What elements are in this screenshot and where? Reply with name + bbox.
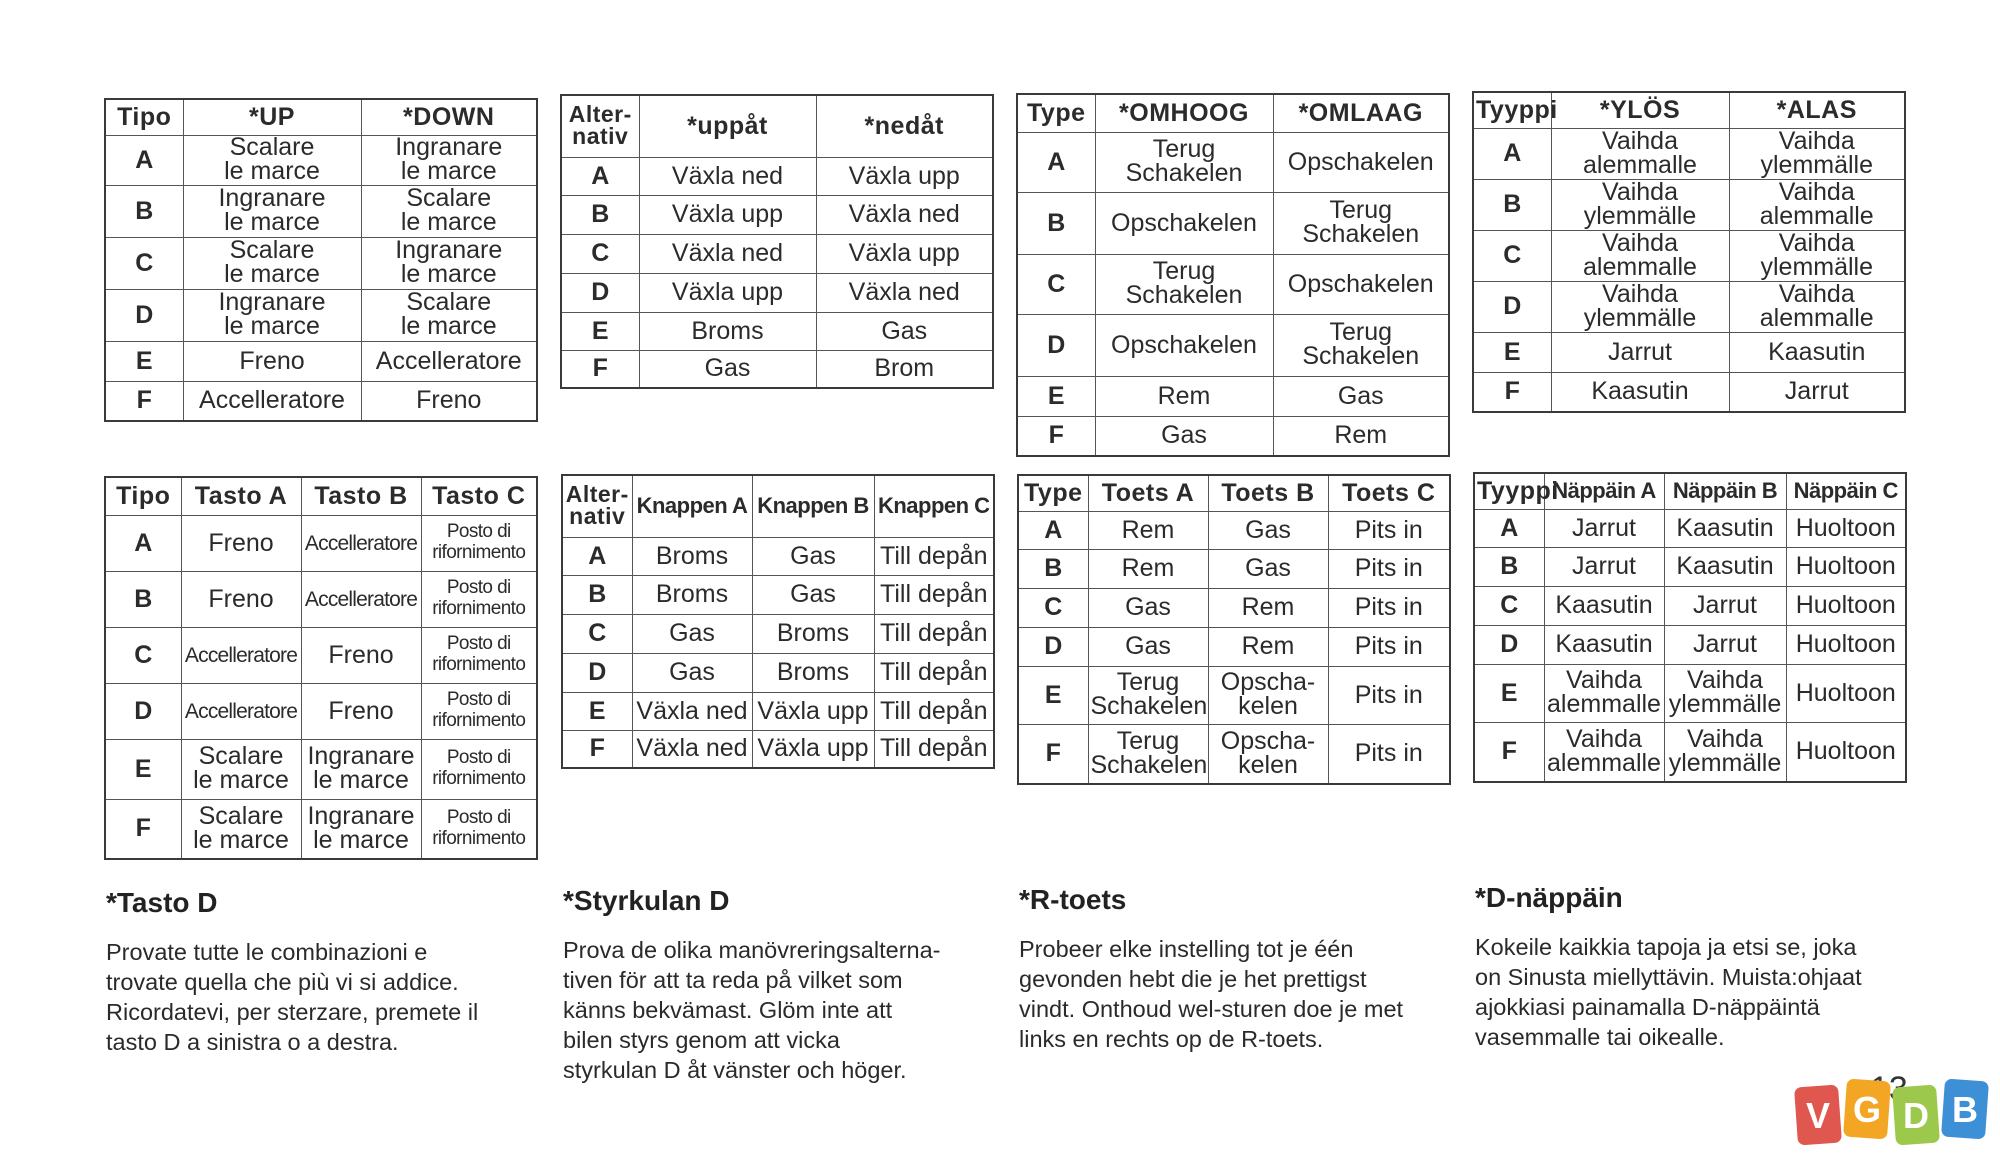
column-header: Tipo (105, 99, 183, 135)
table-row (1473, 179, 1905, 230)
table-cell: Växla ned (639, 234, 816, 273)
table-row (562, 730, 994, 768)
row-key: D (561, 273, 639, 312)
column-header: Alter- nativ (562, 475, 632, 537)
table-cell: Scalare le marce (183, 237, 361, 289)
table-cell: Scalare le marce (181, 799, 301, 859)
logo-letter: V (1805, 1095, 1831, 1136)
table-row (1474, 664, 1906, 722)
table-cell: Ingranare le marce (183, 289, 361, 341)
table-row (562, 692, 994, 730)
table-header-row (1017, 94, 1449, 132)
table-cell: Pits in (1328, 588, 1450, 627)
table-cell: Opschakelen (1273, 254, 1449, 314)
column-header: *nedåt (816, 95, 993, 157)
row-key: E (105, 341, 183, 381)
table-cell: Gas (1088, 627, 1208, 666)
row-key: B (1018, 549, 1088, 588)
table-cell: Posto di rifornimento (421, 739, 537, 799)
vgdb-logo (1792, 1078, 1992, 1148)
table-cell: Till depån (874, 575, 994, 614)
column-header: Knappen B (752, 475, 874, 537)
row-key: F (1473, 372, 1551, 412)
column-header: *UP (183, 99, 361, 135)
table-row (1017, 254, 1449, 314)
table-row (105, 627, 537, 683)
table-row (105, 185, 537, 237)
row-key: D (562, 653, 632, 692)
table-cell: Rem (1208, 627, 1328, 666)
table-cell: Vaihda ylemmälle (1729, 128, 1905, 179)
table-cell: Vaihda alemmalle (1729, 281, 1905, 332)
table-cell: Växla upp (639, 195, 816, 234)
row-key: F (1017, 416, 1095, 456)
logo-tile (1892, 1085, 1940, 1146)
table-cell: Växla ned (632, 692, 752, 730)
row-key: C (561, 234, 639, 273)
table-row (1018, 666, 1450, 724)
table-cell: Jarrut (1544, 509, 1664, 547)
logo-letter: G (1852, 1089, 1882, 1130)
table-cell: Pits in (1328, 511, 1450, 549)
section-body: Kokeile kaikkia tapoja ja etsi se, joka on Sinusta miellyttävin. Muista:ohjaat ajokkiasi painamalla D-näppäintä vasemmalle tai oikealle. (1475, 934, 1862, 1050)
column-header: Tyyppi (1473, 92, 1551, 128)
table-cell: Vaihda ylemmälle (1551, 179, 1729, 230)
table-cell: Broms (752, 614, 874, 653)
column-header: Knappen A (632, 475, 752, 537)
table-row (561, 350, 993, 388)
section-dutch (1019, 884, 1459, 1054)
table-swedish-keys (561, 474, 995, 769)
table-cell: Växla upp (639, 273, 816, 312)
table-row (1473, 230, 1905, 281)
table-cell: Ingranare le marce (301, 799, 421, 859)
table-cell: Kaasutin (1729, 332, 1905, 372)
table-cell: Ingranare le marce (361, 135, 537, 185)
table-cell: Till depån (874, 730, 994, 768)
table-cell: Accelleratore (183, 381, 361, 421)
table-cell: Posto di rifornimento (421, 515, 537, 571)
row-key: E (1017, 376, 1095, 416)
row-key: F (562, 730, 632, 768)
table-cell: Rem (1273, 416, 1449, 456)
table-row (1473, 372, 1905, 412)
table-cell: Jarrut (1664, 625, 1786, 664)
table-italian-updown (104, 98, 538, 422)
row-key: C (105, 237, 183, 289)
table-cell: Växla ned (639, 157, 816, 195)
column-header: Toets B (1208, 475, 1328, 511)
row-key: D (105, 289, 183, 341)
row-key: B (105, 185, 183, 237)
table-cell: Till depån (874, 614, 994, 653)
table-cell: Accelleratore (301, 515, 421, 571)
table-cell: Gas (1088, 588, 1208, 627)
row-key: A (105, 515, 181, 571)
table-row (562, 653, 994, 692)
table-header-row (105, 99, 537, 135)
table-row (1017, 376, 1449, 416)
table-cell: Opschakelen (1095, 192, 1273, 254)
table-dutch-keys (1017, 474, 1451, 785)
table-cell: Scalare le marce (361, 185, 537, 237)
table-cell: Jarrut (1551, 332, 1729, 372)
table-header-row (1018, 475, 1450, 511)
table-cell: Kaasutin (1664, 509, 1786, 547)
table-cell: Freno (301, 683, 421, 739)
table-row (561, 157, 993, 195)
table-row (105, 683, 537, 739)
table-cell: Opscha- kelen (1208, 724, 1328, 784)
row-key: A (562, 537, 632, 575)
row-key: A (1474, 509, 1544, 547)
table-row (1017, 132, 1449, 192)
row-key: F (1474, 722, 1544, 782)
table-cell: Terug Schakelen (1273, 314, 1449, 376)
table-row (1017, 416, 1449, 456)
row-key: B (562, 575, 632, 614)
column-header: *OMLAAG (1273, 94, 1449, 132)
table-cell: Rem (1208, 588, 1328, 627)
table-cell: Broms (632, 537, 752, 575)
row-key: D (105, 683, 181, 739)
table-cell: Posto di rifornimento (421, 683, 537, 739)
row-key: F (561, 350, 639, 388)
table-cell: Kaasutin (1664, 547, 1786, 586)
column-header: Tasto A (181, 477, 301, 515)
column-header: Näppäin A (1544, 473, 1664, 509)
table-cell: Broms (639, 312, 816, 350)
row-key: E (1473, 332, 1551, 372)
table-swedish-updown (560, 94, 994, 389)
table-row (1018, 724, 1450, 784)
table-row (561, 195, 993, 234)
column-header: Alter- nativ (561, 95, 639, 157)
table-cell: Till depån (874, 537, 994, 575)
table-cell: Kaasutin (1551, 372, 1729, 412)
table-row (1018, 588, 1450, 627)
column-header: Type (1017, 94, 1095, 132)
table-row (105, 799, 537, 859)
table-cell: Opschakelen (1273, 132, 1449, 192)
table-cell: Scalare le marce (183, 135, 361, 185)
section-title: *Styrkulan D (563, 885, 730, 916)
table-cell: Gas (639, 350, 816, 388)
table-cell: Växla upp (816, 157, 993, 195)
row-key: A (105, 135, 183, 185)
table-cell: Posto di rifornimento (421, 799, 537, 859)
table-cell: Vaihda alemmalle (1729, 179, 1905, 230)
table-finnish-updown (1472, 91, 1906, 413)
table-row (562, 614, 994, 653)
table-row (562, 575, 994, 614)
column-header: Tyyppi (1474, 473, 1544, 509)
table-row (1017, 192, 1449, 254)
table-row (1473, 332, 1905, 372)
table-cell: Gas (1208, 511, 1328, 549)
table-cell: Huoltoon (1786, 625, 1906, 664)
table-row (562, 537, 994, 575)
table-cell: Växla ned (816, 273, 993, 312)
table-cell: Brom (816, 350, 993, 388)
table-row (1017, 314, 1449, 376)
table-cell: Rem (1088, 549, 1208, 588)
column-header: Toets A (1088, 475, 1208, 511)
section-title: *R-toets (1019, 884, 1127, 915)
table-cell: Gas (632, 653, 752, 692)
table-cell: Gas (752, 575, 874, 614)
column-header: *OMHOOG (1095, 94, 1273, 132)
column-header: Tasto C (421, 477, 537, 515)
table-row (105, 289, 537, 341)
table-cell: Terug Schakelen (1273, 192, 1449, 254)
row-key: B (1474, 547, 1544, 586)
table-cell: Pits in (1328, 627, 1450, 666)
section-body: Provate tutte le combinazioni e trovate quella che più vi si addice. Ricordatevi, per sterzare, premete il tasto D a sinistra o a destra. (106, 939, 479, 1055)
table-cell: Ingranare le marce (301, 739, 421, 799)
table-cell: Gas (1095, 416, 1273, 456)
row-key: E (1018, 666, 1088, 724)
table-cell: Vaihda ylemmälle (1551, 281, 1729, 332)
table-row (1474, 509, 1906, 547)
table-row (105, 341, 537, 381)
table-cell: Växla ned (816, 195, 993, 234)
row-key: C (562, 614, 632, 653)
section-body: Probeer elke instelling tot je één gevonden hebt die je het prettigst vindt. Onthoud wel-sturen doe je met links en rechts op de R-toets. (1019, 936, 1404, 1052)
table-cell: Accelleratore (301, 571, 421, 627)
row-key: E (1474, 664, 1544, 722)
column-header: *YLÖS (1551, 92, 1729, 128)
column-header: *DOWN (361, 99, 537, 135)
table-cell: Gas (632, 614, 752, 653)
table-dutch-updown (1016, 93, 1450, 457)
column-header: Tasto B (301, 477, 421, 515)
table-cell: Vaihda alemmalle (1544, 664, 1664, 722)
table-header-row (562, 475, 994, 537)
table-cell: Freno (183, 341, 361, 381)
table-cell: Vaihda ylemmälle (1729, 230, 1905, 281)
table-header-row (105, 477, 537, 515)
table-cell: Broms (632, 575, 752, 614)
row-key: C (1473, 230, 1551, 281)
table-cell: Växla upp (752, 692, 874, 730)
table-italian-keys (104, 476, 538, 860)
table-row (1018, 627, 1450, 666)
table-row (561, 234, 993, 273)
row-key: F (1018, 724, 1088, 784)
row-key: A (561, 157, 639, 195)
table-cell: Ingranare le marce (361, 237, 537, 289)
table-row (1018, 549, 1450, 588)
column-header: Knappen C (874, 475, 994, 537)
row-key: D (1017, 314, 1095, 376)
table-row (105, 739, 537, 799)
row-key: C (1474, 586, 1544, 625)
table-cell: Jarrut (1664, 586, 1786, 625)
column-header: Näppäin B (1664, 473, 1786, 509)
table-cell: Jarrut (1729, 372, 1905, 412)
row-key: C (105, 627, 181, 683)
logo-letter: D (1903, 1095, 1929, 1136)
section-finnish (1475, 882, 1915, 1052)
table-header-row (1474, 473, 1906, 509)
table-cell: Freno (361, 381, 537, 421)
table-cell: Växla upp (752, 730, 874, 768)
table-row (105, 515, 537, 571)
row-key: D (1473, 281, 1551, 332)
row-key: E (562, 692, 632, 730)
table-row (561, 273, 993, 312)
table-cell: Posto di rifornimento (421, 627, 537, 683)
table-cell: Terug Schakelen (1088, 724, 1208, 784)
table-row (105, 571, 537, 627)
row-key: E (105, 739, 181, 799)
table-cell: Pits in (1328, 724, 1450, 784)
table-cell: Terug Schakelen (1095, 254, 1273, 314)
table-cell: Till depån (874, 653, 994, 692)
table-row (1018, 511, 1450, 549)
table-cell: Rem (1095, 376, 1273, 416)
table-cell: Huoltoon (1786, 586, 1906, 625)
table-cell: Freno (181, 571, 301, 627)
table-row (1473, 281, 1905, 332)
column-header: Toets C (1328, 475, 1450, 511)
table-cell: Gas (752, 537, 874, 575)
table-cell: Freno (181, 515, 301, 571)
table-row (1473, 128, 1905, 179)
row-key: E (561, 312, 639, 350)
table-row (105, 135, 537, 185)
logo-tile (1843, 1079, 1891, 1140)
row-key: B (561, 195, 639, 234)
table-cell: Accelleratore (181, 683, 301, 739)
table-cell: Växla ned (632, 730, 752, 768)
table-cell: Växla upp (816, 234, 993, 273)
table-cell: Pits in (1328, 549, 1450, 588)
table-cell: Opscha- kelen (1208, 666, 1328, 724)
row-key: F (105, 381, 183, 421)
section-title: *D-näppäin (1475, 882, 1623, 913)
table-cell: Ingranare le marce (183, 185, 361, 237)
table-row (561, 312, 993, 350)
logo-tile (1794, 1085, 1842, 1146)
logo-tile (1941, 1079, 1989, 1140)
row-key: D (1018, 627, 1088, 666)
table-cell: Terug Schakelen (1095, 132, 1273, 192)
table-row (1474, 586, 1906, 625)
row-key: F (105, 799, 181, 859)
table-header-row (1473, 92, 1905, 128)
table-row (105, 237, 537, 289)
table-row (1474, 547, 1906, 586)
table-cell: Rem (1088, 511, 1208, 549)
table-cell: Kaasutin (1544, 625, 1664, 664)
row-key: B (1017, 192, 1095, 254)
row-key: A (1017, 132, 1095, 192)
section-italian (106, 887, 546, 1057)
table-cell: Accelleratore (181, 627, 301, 683)
table-row (1474, 722, 1906, 782)
table-cell: Vaihda alemmalle (1544, 722, 1664, 782)
table-cell: Gas (816, 312, 993, 350)
row-key: B (1473, 179, 1551, 230)
logo-letter: B (1952, 1089, 1978, 1130)
table-header-row (561, 95, 993, 157)
table-row (105, 381, 537, 421)
row-key: A (1018, 511, 1088, 549)
table-cell: Jarrut (1544, 547, 1664, 586)
column-header: *ALAS (1729, 92, 1905, 128)
section-title: *Tasto D (106, 887, 218, 918)
table-cell: Pits in (1328, 666, 1450, 724)
table-cell: Broms (752, 653, 874, 692)
table-cell: Vaihda alemmalle (1551, 128, 1729, 179)
column-header: Tipo (105, 477, 181, 515)
table-cell: Huoltoon (1786, 664, 1906, 722)
table-cell: Scalare le marce (361, 289, 537, 341)
table-cell: Kaasutin (1544, 586, 1664, 625)
section-body: Prova de olika manövreringsalterna- tiven för att ta reda på vilket som känns bekvämast. Glöm inte att bilen styrs genom att vicka styrkulan D åt vänster och höger. (563, 937, 941, 1083)
table-cell: Huoltoon (1786, 509, 1906, 547)
table-cell: Vaihda ylemmälle (1664, 664, 1786, 722)
column-header: *uppåt (639, 95, 816, 157)
row-key: D (1474, 625, 1544, 664)
table-cell: Gas (1273, 376, 1449, 416)
row-key: C (1018, 588, 1088, 627)
table-cell: Huoltoon (1786, 722, 1906, 782)
table-cell: Posto di rifornimento (421, 571, 537, 627)
table-cell: Till depån (874, 692, 994, 730)
table-cell: Huoltoon (1786, 547, 1906, 586)
row-key: C (1017, 254, 1095, 314)
row-key: A (1473, 128, 1551, 179)
table-finnish-keys (1473, 472, 1907, 783)
table-cell: Accelleratore (361, 341, 537, 381)
table-cell: Terug Schakelen (1088, 666, 1208, 724)
table-cell: Freno (301, 627, 421, 683)
table-row (1474, 625, 1906, 664)
column-header: Type (1018, 475, 1088, 511)
table-cell: Vaihda alemmalle (1551, 230, 1729, 281)
table-cell: Vaihda ylemmälle (1664, 722, 1786, 782)
column-header: Näppäin C (1786, 473, 1906, 509)
table-cell: Scalare le marce (181, 739, 301, 799)
table-cell: Opschakelen (1095, 314, 1273, 376)
table-cell: Gas (1208, 549, 1328, 588)
row-key: B (105, 571, 181, 627)
section-swedish (563, 885, 1003, 1085)
